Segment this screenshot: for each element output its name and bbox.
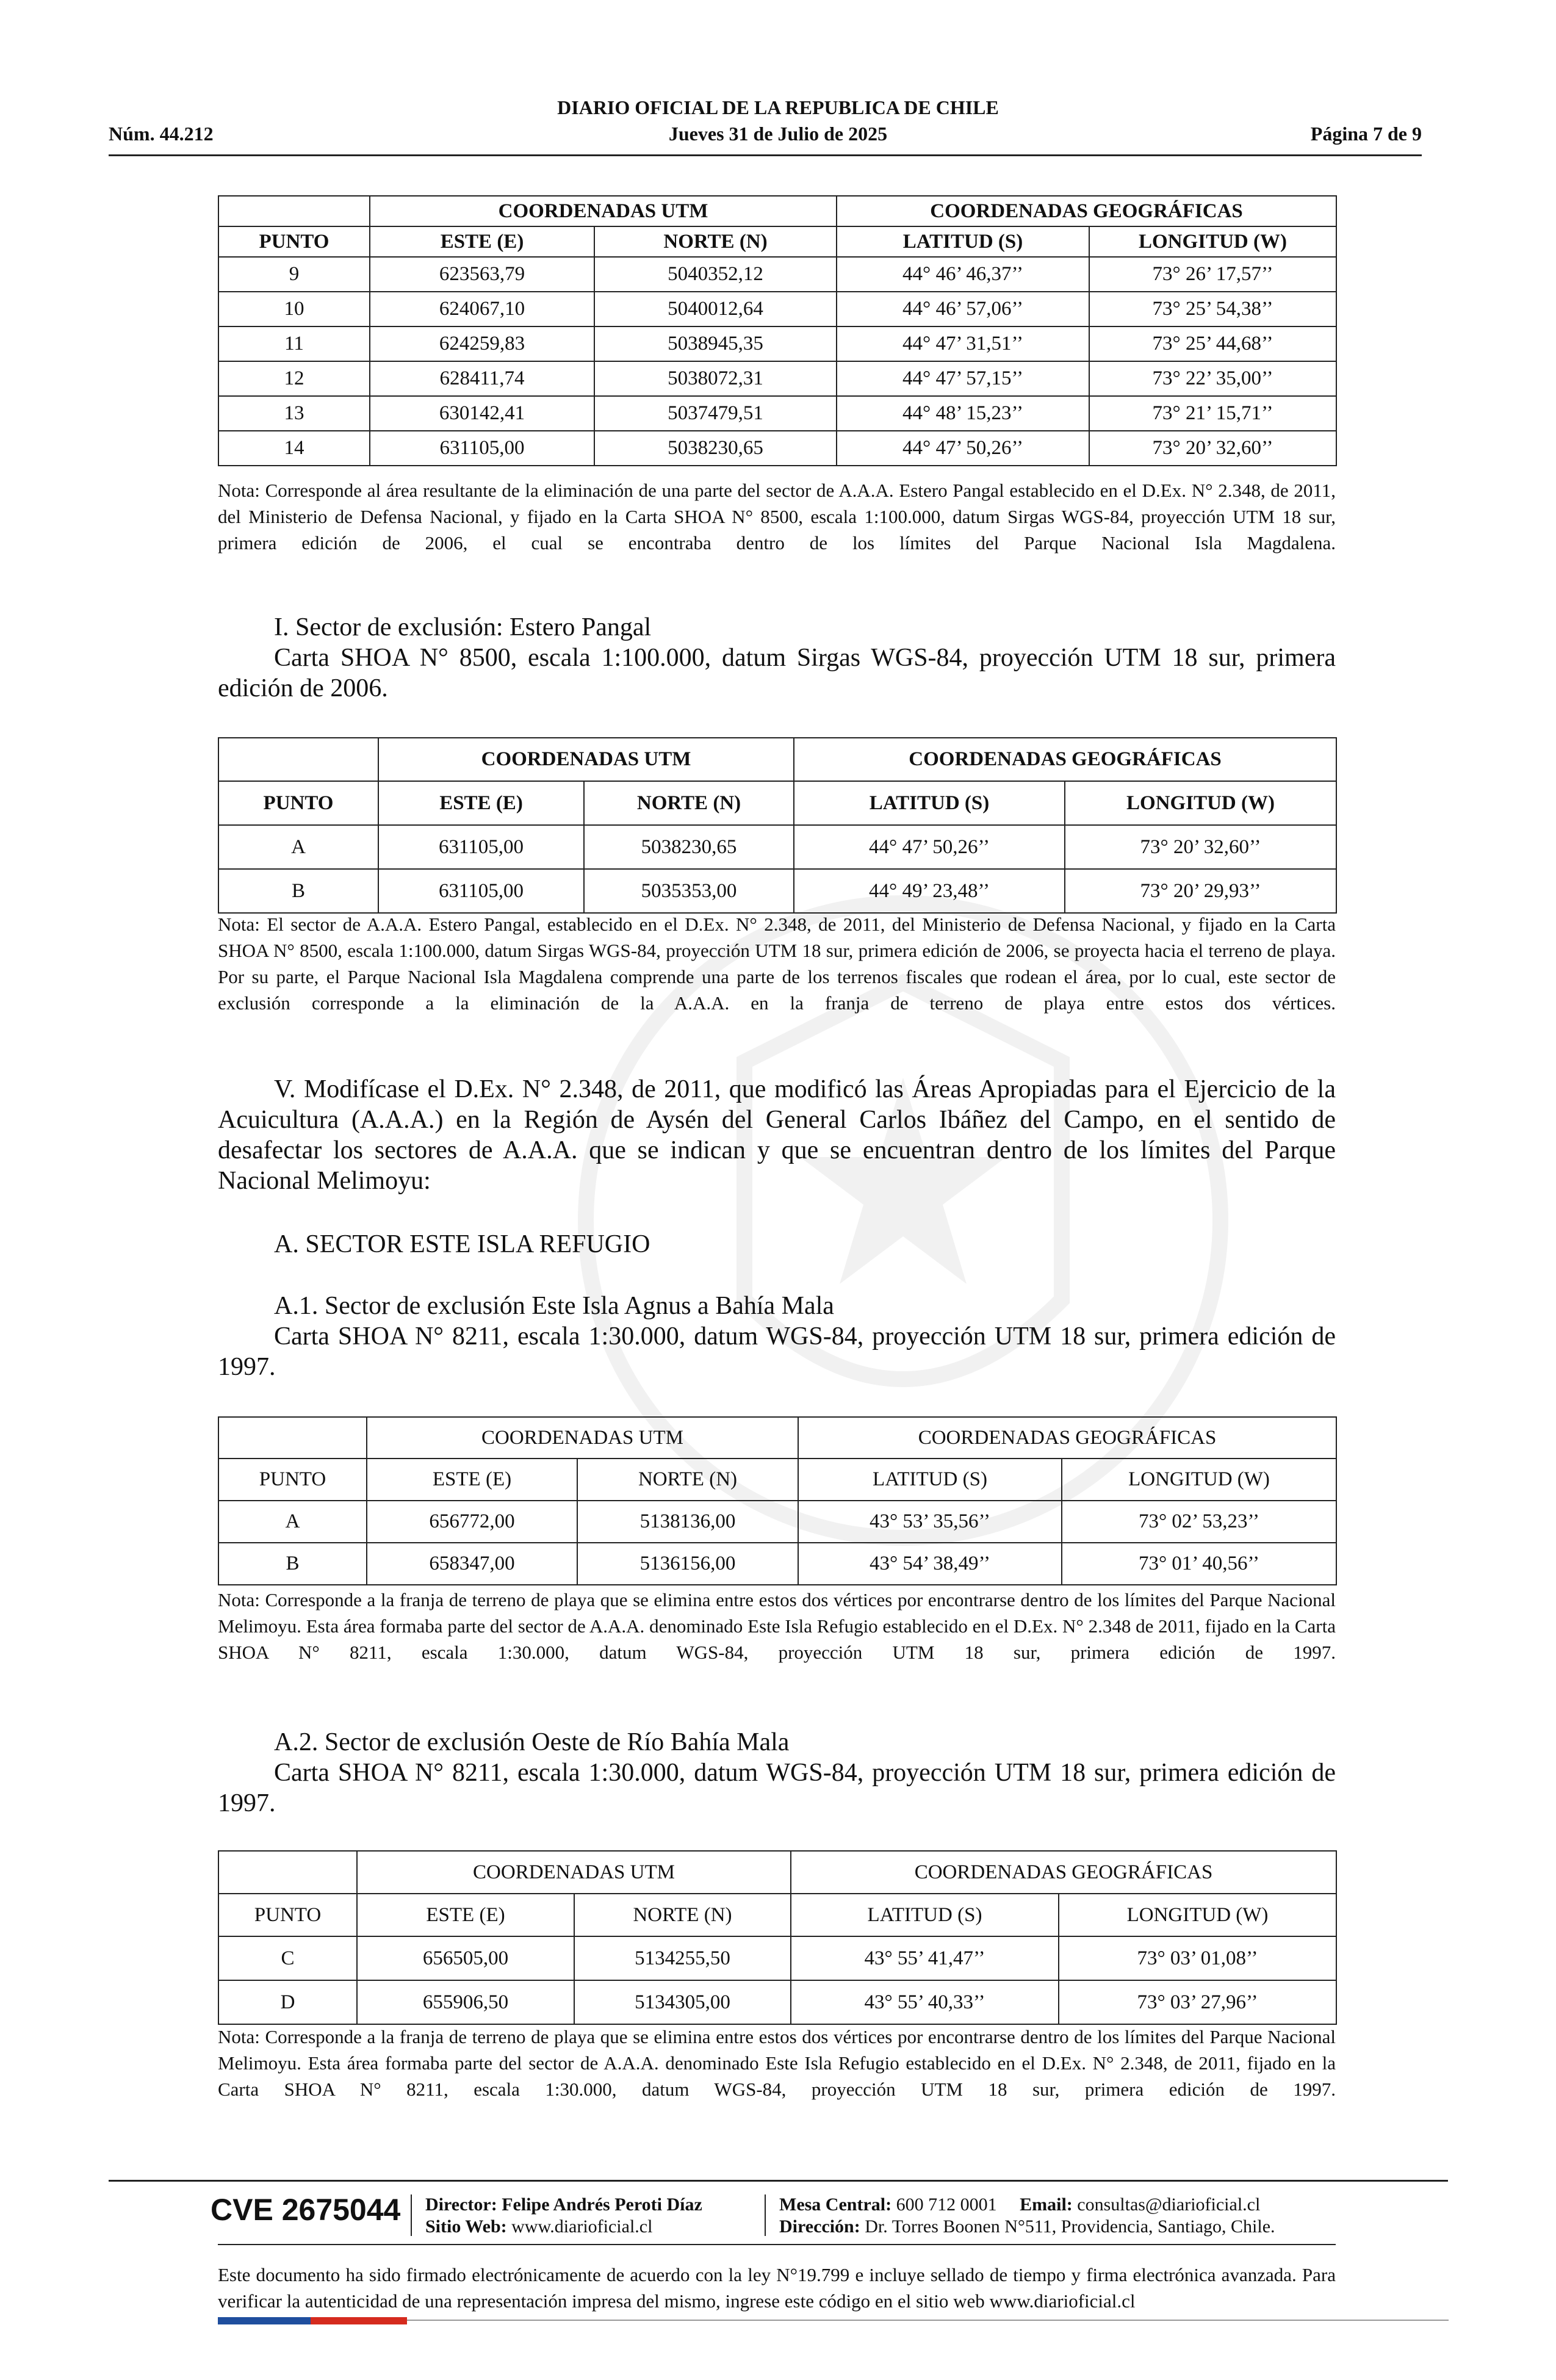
col-header-punto: PUNTO xyxy=(218,1459,367,1501)
group-header-geo: COORDENADAS GEOGRÁFICAS xyxy=(837,196,1336,226)
header-cell-empty xyxy=(218,1851,357,1894)
section-a2 xyxy=(218,1727,1336,1819)
email-label: Email: xyxy=(1020,2194,1073,2215)
coordinates-table-3 xyxy=(218,1416,1337,1585)
coordinates-table-4 xyxy=(218,1850,1337,2025)
header-rule xyxy=(109,154,1422,156)
director-label: Director: xyxy=(425,2194,497,2215)
col-header-norte: NORTE (N) xyxy=(577,1459,798,1501)
section-v-text: V. Modifícase el D.Ex. N° 2.348, de 2011, que modificó las Áreas Apropiadas para el Ejercicio de la Acuicultura (A.A.A.) en la Región de Aysén del General Carlos Ibáñez del Campo, en el sentido de desafectar los sectores de A.A.A. que se indican y que se encuentran dentro de los límites del Parque Nacional Melimoyu: xyxy=(218,1075,1336,1195)
table-row: 10 624067,10 5040012,64 44° 46’ 57,06’’ 73° 25’ 54,38’’ xyxy=(218,292,1336,326)
header-cell-empty xyxy=(218,738,378,781)
table-row: A 656772,00 5138136,00 43° 53’ 35,56’’ 73° 02’ 53,23’’ xyxy=(218,1501,1336,1543)
cve-code: CVE 2675044 xyxy=(211,2193,401,2227)
signature-disclaimer: Este documento ha sido firmado electrónicamente de acuerdo con la ley N°19.799 e incluye sellado de tiempo y firma electrónica avanzada. Para verificar la autenticidad de una representación impresa del mismo, ingrese este código en el sitio web www.diarioficial.cl xyxy=(218,2264,1336,2312)
group-header-utm: COORDENADAS UTM xyxy=(378,738,794,781)
table-row: 14 631105,00 5038230,65 44° 47’ 50,26’’ 73° 20’ 32,60’’ xyxy=(218,431,1336,466)
section-v-subheading: A. SECTOR ESTE ISLA REFUGIO xyxy=(274,1230,650,1258)
flag-stripe-blue xyxy=(218,2317,311,2324)
section-a1 xyxy=(218,1291,1336,1382)
footer-rule-mid xyxy=(218,2244,1336,2245)
table-row: 13 630142,41 5037479,51 44° 48’ 15,23’’ 73° 21’ 15,71’’ xyxy=(218,396,1336,431)
col-header-latitud: LATITUD (S) xyxy=(791,1894,1059,1936)
col-header-latitud: LATITUD (S) xyxy=(794,781,1065,825)
mesa-value: 600 712 0001 xyxy=(896,2194,997,2215)
col-header-longitud: LONGITUD (W) xyxy=(1062,1459,1336,1501)
col-header-norte: NORTE (N) xyxy=(594,226,837,257)
table-2-note: Nota: El sector de A.A.A. Estero Pangal, establecido en el D.Ex. N° 2.348, de 2011, del Ministerio de Defensa Nacional, y fijado en la Carta SHOA N° 8500, escala 1:100.000, datum Sirgas WGS-84, proyección UTM 18 sur, primera edición de 2006, se proyecta hacia el terreno de playa. Por su parte, el Parque Nacional Isla Magdalena comprende una parte de los terrenos fiscales que rodean el área, por lo cual, este sector de exclusión corresponde a la eliminación de la A.A.A. en la franja de terreno de playa entre estos dos vértices. xyxy=(218,914,1336,1014)
section-a2-title: A.2. Sector de exclusión Oeste de Río Bahía Mala xyxy=(274,1728,790,1756)
director-name: Felipe Andrés Peroti Díaz xyxy=(502,2194,702,2215)
col-header-latitud: LATITUD (S) xyxy=(798,1459,1062,1501)
table-1-note: Nota: Corresponde al área resultante de la eliminación de una parte del sector de A.A.A. Estero Pangal establecido en el D.Ex. N° 2.348, de 2011, del Ministerio de Defensa Nacional, y fijado en la Carta SHOA N° 8500, escala 1:100.000, datum Sirgas WGS-84, proyección UTM 18 sur, primera edición de 2006, el cual se encontraba dentro de los límites del Parque Nacional Isla Magdalena. xyxy=(218,480,1336,554)
table-row: C 656505,00 5134255,50 43° 55’ 41,47’’ 73° 03’ 01,08’’ xyxy=(218,1936,1336,1980)
col-header-latitud: LATITUD (S) xyxy=(837,226,1089,257)
col-header-este: ESTE (E) xyxy=(370,226,594,257)
table-4-note: Nota: Corresponde a la franja de terreno de playa que se elimina entre estos dos vértices por encontrarse dentro de los límites del Parque Nacional Melimoyu. Esta área formaba parte del sector de A.A.A. denominado Este Isla Refugio establecido en el D.Ex. N° 2.348, de 2011, fijado en la Carta SHOA N° 8211, escala 1:30.000, datum WGS-84, proyección UTM 18 sur, primera edición de 1997. xyxy=(218,2026,1336,2100)
section-a1-title: A.1. Sector de exclusión Este Isla Agnus a Bahía Mala xyxy=(274,1292,834,1320)
col-header-este: ESTE (E) xyxy=(367,1459,577,1501)
section-i-text: Carta SHOA N° 8500, escala 1:100.000, datum Sirgas WGS-84, proyección UTM 18 sur, primera edición de 2006. xyxy=(218,644,1336,702)
table-row: 9 623563,79 5040352,12 44° 46’ 46,37’’ 73° 26’ 17,57’’ xyxy=(218,257,1336,292)
section-a2-text: Carta SHOA N° 8211, escala 1:30.000, datum WGS-84, proyección UTM 18 sur, primera edición de 1997. xyxy=(218,1759,1336,1817)
table-row: A 631105,00 5038230,65 44° 47’ 50,26’’ 73° 20’ 32,60’’ xyxy=(218,825,1336,869)
col-header-norte: NORTE (N) xyxy=(574,1894,791,1936)
col-header-este: ESTE (E) xyxy=(378,781,584,825)
address-label: Dirección: xyxy=(779,2216,860,2237)
table-row: 12 628411,74 5038072,31 44° 47’ 57,15’’ 73° 22’ 35,00’’ xyxy=(218,361,1336,396)
address-value: Dr. Torres Boonen N°511, Providencia, Santiago, Chile. xyxy=(865,2216,1275,2237)
group-header-utm: COORDENADAS UTM xyxy=(357,1851,791,1894)
section-i xyxy=(218,612,1336,704)
issue-number: Núm. 44.212 xyxy=(109,123,214,145)
col-header-longitud: LONGITUD (W) xyxy=(1089,226,1336,257)
header-cell-empty xyxy=(218,1417,367,1459)
table-row: D 655906,50 5134305,00 43° 55’ 40,33’’ 73° 03’ 27,96’’ xyxy=(218,1980,1336,2024)
site-label: Sitio Web: xyxy=(425,2216,507,2237)
footer-rule-bottom xyxy=(407,2320,1449,2321)
col-header-norte: NORTE (N) xyxy=(584,781,794,825)
footer-rule-top xyxy=(109,2180,1448,2182)
col-header-punto: PUNTO xyxy=(218,226,370,257)
group-header-utm: COORDENADAS UTM xyxy=(367,1417,798,1459)
flag-stripe-red xyxy=(311,2317,407,2324)
footer-divider-1 xyxy=(411,2194,412,2236)
site-link[interactable]: www.diarioficial.cl xyxy=(511,2216,653,2237)
col-header-este: ESTE (E) xyxy=(357,1894,574,1936)
email-link[interactable]: consultas@diarioficial.cl xyxy=(1077,2194,1261,2215)
coordinates-table-1 xyxy=(218,195,1337,466)
table-row: B 658347,00 5136156,00 43° 54’ 38,49’’ 73° 01’ 40,56’’ xyxy=(218,1543,1336,1585)
group-header-geo: COORDENADAS GEOGRÁFICAS xyxy=(794,738,1336,781)
col-header-punto: PUNTO xyxy=(218,781,378,825)
footer-contact-block xyxy=(779,2194,1275,2238)
issue-date: Jueves 31 de Julio de 2025 xyxy=(668,123,888,145)
col-header-punto: PUNTO xyxy=(218,1894,357,1936)
group-header-geo: COORDENADAS GEOGRÁFICAS xyxy=(791,1851,1336,1894)
table-3-note: Nota: Corresponde a la franja de terreno de playa que se elimina entre estos dos vértices por encontrarse dentro de los límites del Parque Nacional Melimoyu. Esta área formaba parte del sector de A.A.A. denominado Este Isla Refugio establecido en el D.Ex. N° 2.348 de 2011, fijado en la Carta SHOA N° 8211, escala 1:30.000, datum WGS-84, proyección UTM 18 sur, primera edición de 1997. xyxy=(218,1589,1336,1663)
group-header-geo: COORDENADAS GEOGRÁFICAS xyxy=(798,1417,1336,1459)
col-header-longitud: LONGITUD (W) xyxy=(1065,781,1336,825)
gazette-title: DIARIO OFICIAL DE LA REPUBLICA DE CHILE xyxy=(557,96,999,118)
coordinates-table-2 xyxy=(218,737,1337,914)
col-header-longitud: LONGITUD (W) xyxy=(1059,1894,1336,1936)
section-a1-text: Carta SHOA N° 8211, escala 1:30.000, datum WGS-84, proyección UTM 18 sur, primera edición de 1997. xyxy=(218,1322,1336,1381)
header-cell-empty xyxy=(218,196,370,226)
table-row: 11 624259,83 5038945,35 44° 47’ 31,51’’ 73° 25’ 44,68’’ xyxy=(218,326,1336,361)
footer-divider-2 xyxy=(765,2194,766,2236)
table-row: B 631105,00 5035353,00 44° 49’ 23,48’’ 73° 20’ 29,93’’ xyxy=(218,869,1336,913)
footer-director-block xyxy=(425,2194,702,2238)
page-number: Página 7 de 9 xyxy=(1310,123,1422,145)
section-i-title: I. Sector de exclusión: Estero Pangal xyxy=(274,613,652,641)
group-header-utm: COORDENADAS UTM xyxy=(370,196,837,226)
mesa-label: Mesa Central: xyxy=(779,2194,892,2215)
